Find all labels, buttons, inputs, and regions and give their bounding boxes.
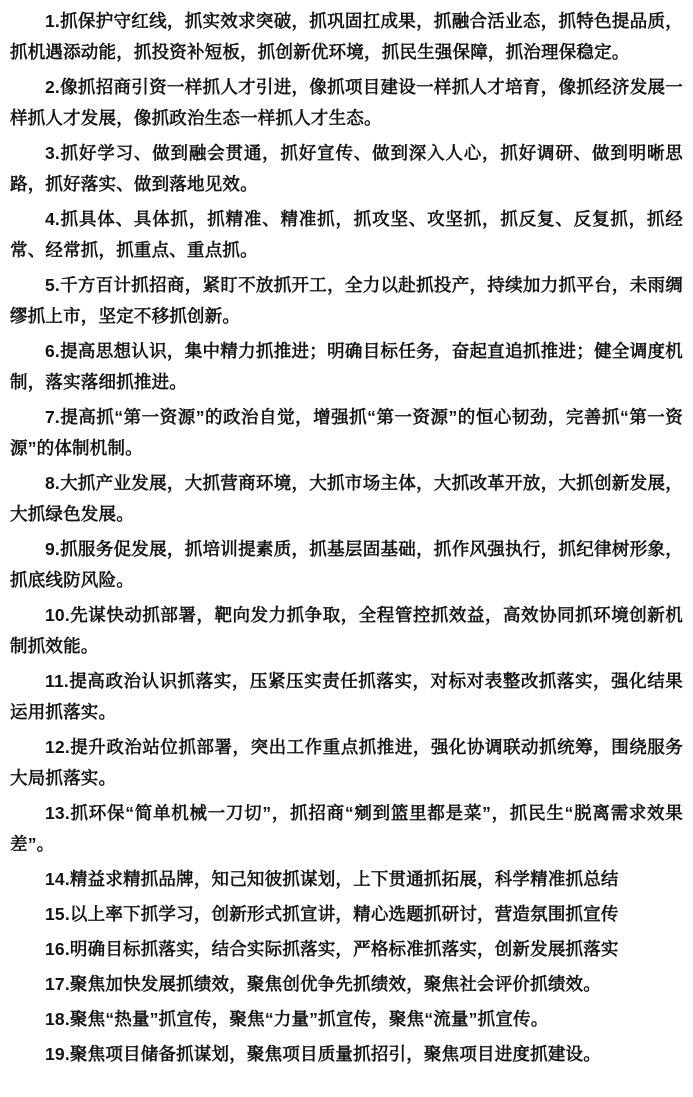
paragraph: 5.千方百计抓招商，紧盯不放抓开工，全力以赴抓投产，持续加力抓平台，未雨绸缪抓上市，坚定不移抓创新。 bbox=[10, 275, 683, 326]
paragraph: 16.明确目标抓落实，结合实际抓落实，严格标准抓落实，创新发展抓落实 bbox=[45, 939, 619, 959]
paragraph: 12.提升政治站位抓部署，突出工作重点抓推进，强化协调联动抓统筹，围绕服务大局抓落实。 bbox=[10, 737, 683, 788]
paragraph: 15.以上率下抓学习，创新形式抓宣讲，精心选题抓研讨，营造氛围抓宣传 bbox=[45, 904, 619, 924]
paragraph: 11.提高政治认识抓落实，压紧压实责任抓落实，对标对表整改抓落实，强化结果运用抓落实。 bbox=[10, 671, 683, 722]
paragraph: 4.抓具体、具体抓，抓精准、精准抓，抓攻坚、攻坚抓，抓反复、反复抓，抓经常、经常抓，抓重点、重点抓。 bbox=[10, 209, 683, 260]
paragraph: 8.大抓产业发展，大抓营商环境，大抓市场主体，大抓改革开放，大抓创新发展，大抓绿色发展。 bbox=[10, 473, 683, 524]
paragraph: 10.先谋快动抓部署，靶向发力抓争取，全程管控抓效益，高效协同抓环境创新机制抓效能。 bbox=[10, 605, 683, 656]
paragraph: 19.聚焦项目储备抓谋划，聚焦项目质量抓招引，聚焦项目进度抓建设。 bbox=[45, 1044, 601, 1064]
paragraph: 2.像抓招商引资一样抓人才引进，像抓项目建设一样抓人才培育，像抓经济发展一样抓人才发展，像抓政治生态一样抓人才生态。 bbox=[10, 77, 683, 128]
paragraph: 3.抓好学习、做到融会贯通，抓好宣传、做到深入人心，抓好调研、做到明晰思路，抓好落实、做到落地见效。 bbox=[10, 143, 683, 194]
paragraph: 17.聚焦加快发展抓绩效，聚焦创优争先抓绩效，聚焦社会评价抓绩效。 bbox=[45, 974, 601, 994]
paragraph: 18.聚焦“热量”抓宣传，聚焦“力量”抓宣传，聚焦“流量”抓宣传。 bbox=[45, 1009, 549, 1029]
paragraph: 14.精益求精抓品牌，知己知彼抓谋划，上下贯通抓拓展，科学精准抓总结 bbox=[45, 869, 619, 889]
paragraph: 9.抓服务促发展，抓培训提素质，抓基层固基础，抓作风强执行，抓纪律树形象，抓底线防风险。 bbox=[10, 539, 683, 590]
paragraph: 6.提高思想认识，集中精力抓推进；明确目标任务，奋起直追抓推进；健全调度机制，落实落细抓推进。 bbox=[10, 341, 683, 392]
paragraph: 1.抓保护守红线，抓实效求突破，抓巩固扛成果，抓融合活业态，抓特色提品质，抓机遇添动能，抓投资补短板，抓创新优环境，抓民生强保障，抓治理保稳定。 bbox=[10, 11, 683, 62]
paragraph: 13.抓环保“简单机械一刀切”，抓招商“剜到篮里都是菜”，抓民生“脱离需求效果差”。 bbox=[10, 803, 683, 854]
paragraph: 7.提高抓“第一资源”的政治自觉，增强抓“第一资源”的恒心韧劲，完善抓“第一资源”的体制机制。 bbox=[10, 407, 683, 458]
